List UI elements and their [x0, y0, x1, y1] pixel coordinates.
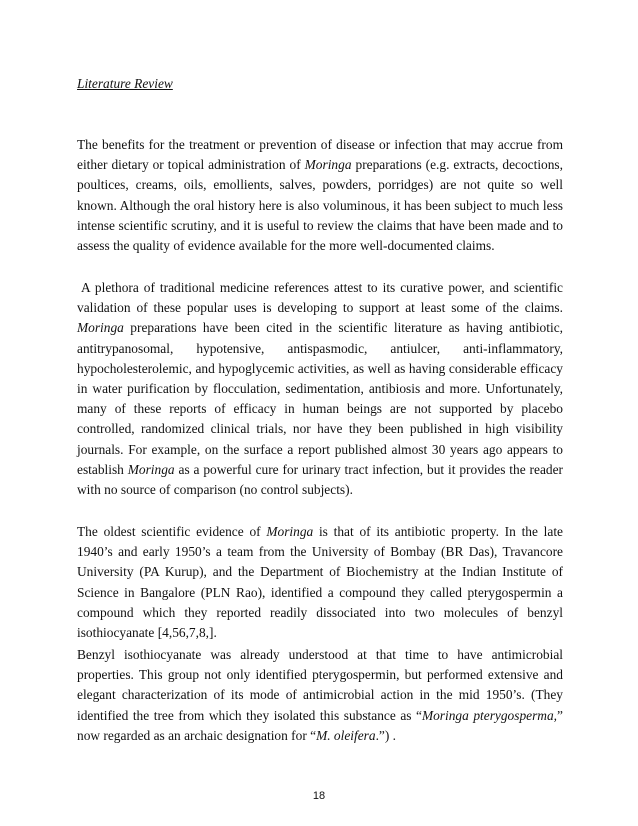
text-run: Benzyl isothiocyanate was already understood at that time to have antimicrobial properties. This group not only identified pterygospermin, but performed extensive and elegant characterization of its mode of antimicrobial action in the mid 1950’s. (They identified the tree from which they isolated this substance as “: [77, 647, 563, 723]
text-run: is that of its antibiotic property. In the late 1940’s and early 1950’s a team from the University of Bombay (BR Das), Travancore University (PA Kurup), and the Department of Biochemistry at the Indian Institute of Science in Bangalore (PLN Rao), identified a compound they called pterygospermin a compound which they reported readily dissociated into two molecules of benzyl isothiocyanate [4,56,7,8,].: [77, 524, 563, 641]
paragraph-benefits: [77, 135, 563, 256]
section-heading: Literature Review: [77, 76, 173, 91]
text-run: The benefits for the treatment or prevention of disease or infection that may accrue from either dietary or topical administration of: [77, 137, 563, 173]
page-number: 18: [312, 790, 326, 802]
paragraph-traditional-medicine: [77, 278, 563, 500]
italic-term: Moringa pterygosperma,: [421, 707, 558, 723]
italic-term: Moringa: [266, 524, 314, 539]
italic-term: Moringa: [77, 320, 124, 336]
text-run: preparations (e.g. extracts, decoctions, poultices, creams, oils, emollients, salves, powders, porridges) are not quite so well known. Although the oral history here is also voluminous, it has been subject to much less intense scientific scrutiny, and it is useful to review the claims that have been made and to assess the quality of evidence available for the more well-documented claims.: [77, 157, 563, 254]
text-run: ” now regarded as an archaic designation for “: [77, 707, 563, 743]
paragraph-benzyl-isothiocyanate: [77, 645, 563, 746]
italic-term: M. oleifera: [316, 727, 376, 743]
text-run: A plethora of traditional medicine references attest to its curative power, and scientific validation of these popular uses is developing to support at least some of the claims.: [77, 280, 563, 316]
text-run: as a powerful cure for urinary tract infection, but it provides the reader with no source of comparison (no control subjects).: [77, 461, 563, 498]
italic-term: Moringa: [304, 157, 352, 173]
italic-term: Moringa: [127, 461, 175, 477]
text-run: .”) .: [375, 727, 397, 743]
text-run: preparations have been cited in the scientific literature as having antibiotic, antitrypanosomal, hypotensive, antispasmodic, antiulcer, anti-inflammatory, hypocholesterolemic, and hypoglycemic activities, as well as having considerable efficacy in water purification by flocculation, sedimentation, antibiosis and more. Unfortunately, many of these reports of efficacy in human beings are not supported by placebo controlled, randomized clinical trials, nor have they been published in high visibility journals. For example, on the surface a report published almost 30 years ago appears to establish: [77, 320, 563, 477]
paragraph-antibiotic-evidence: [77, 522, 563, 643]
text-run: The oldest scientific evidence of: [77, 524, 267, 539]
